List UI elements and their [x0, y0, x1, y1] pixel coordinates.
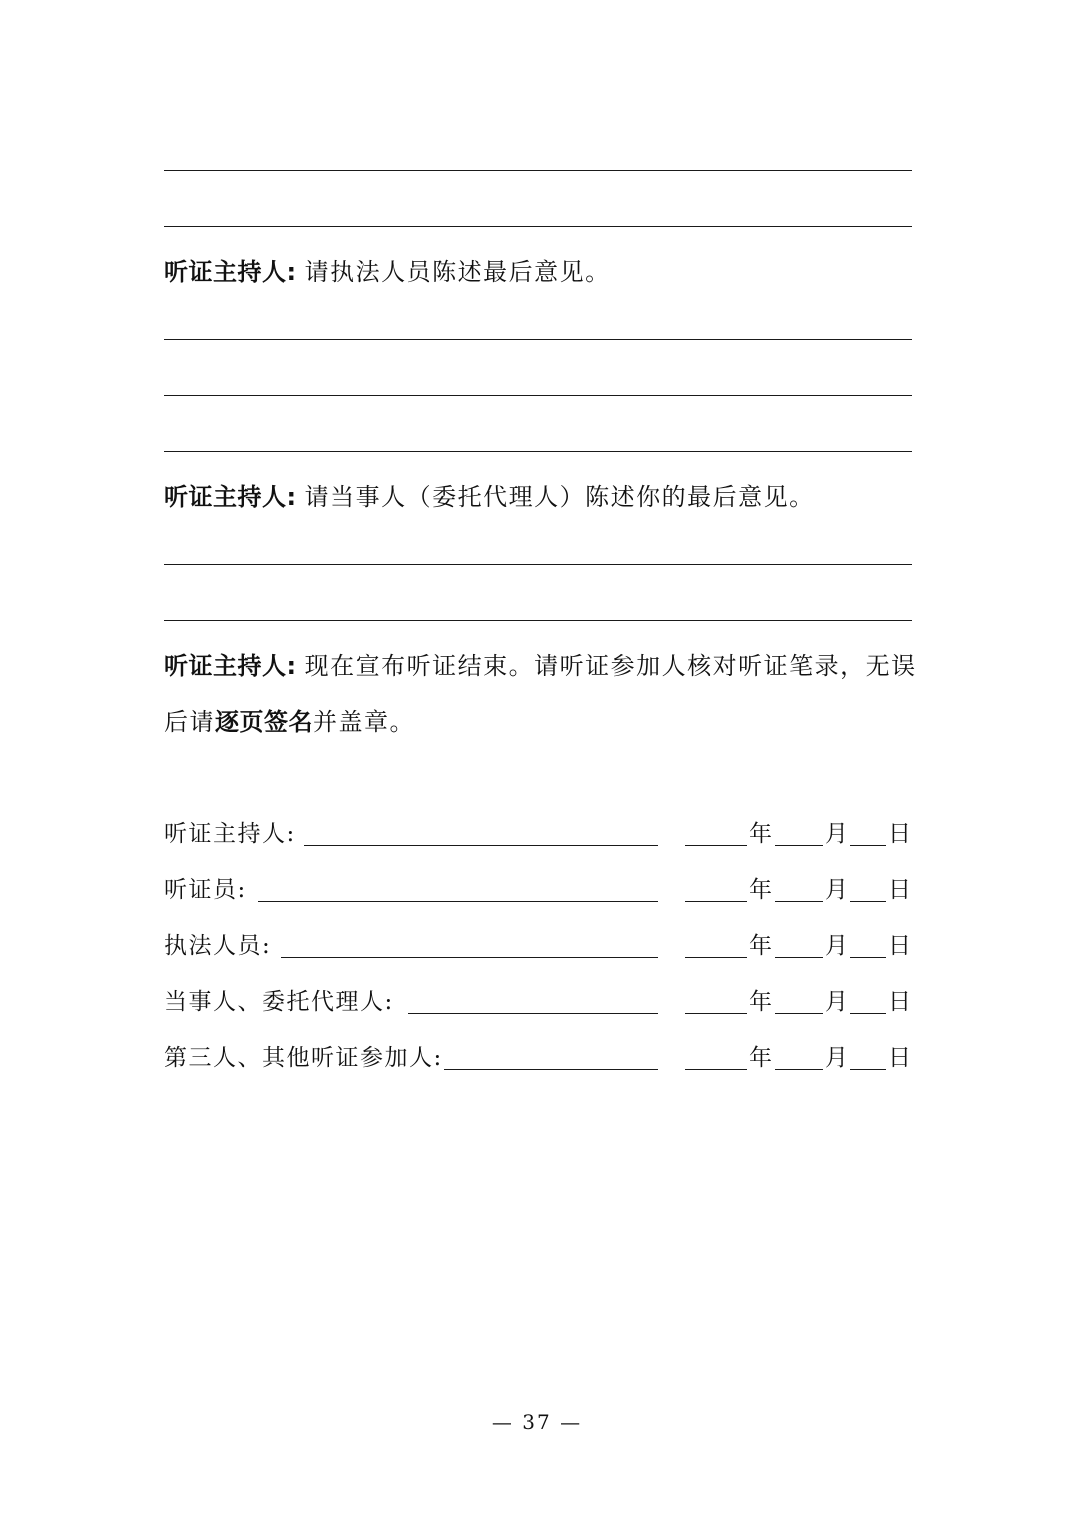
month-blank[interactable]	[775, 845, 823, 846]
month-blank[interactable]	[775, 1069, 823, 1070]
month-label: 月	[825, 877, 848, 903]
year-label: 年	[749, 1045, 772, 1071]
year-blank[interactable]	[685, 1013, 747, 1014]
signature-row-host	[164, 814, 912, 854]
signature-label: 听证主持人:	[164, 821, 296, 847]
answer-line	[164, 339, 912, 340]
month-blank[interactable]	[775, 901, 823, 902]
day-label: 日	[888, 989, 911, 1015]
host-statement-3-line2	[164, 694, 924, 750]
signature-label: 听证员:	[164, 877, 247, 903]
year-label: 年	[749, 821, 772, 847]
day-blank[interactable]	[850, 1069, 886, 1070]
year-blank[interactable]	[685, 1069, 747, 1070]
day-label: 日	[888, 821, 911, 847]
year-label: 年	[749, 877, 772, 903]
month-label: 月	[825, 933, 848, 959]
month-label: 月	[825, 1045, 848, 1071]
statement-text: 请执法人员陈述最后意见。	[304, 258, 611, 286]
signature-label: 当事人、委托代理人:	[164, 989, 394, 1015]
host-statement-2	[164, 469, 924, 525]
statement-text: 现在宣布听证结束。请听证参加人核对听证笔录，无误	[304, 652, 917, 680]
speaker-label: 听证主持人:	[164, 258, 297, 286]
answer-line	[164, 564, 912, 565]
year-label: 年	[749, 933, 772, 959]
day-blank[interactable]	[850, 1013, 886, 1014]
month-blank[interactable]	[775, 1013, 823, 1014]
answer-line	[164, 451, 912, 452]
day-blank[interactable]	[850, 957, 886, 958]
day-label: 日	[888, 933, 911, 959]
month-label: 月	[825, 989, 848, 1015]
speaker-label: 听证主持人:	[164, 483, 297, 511]
day-label: 日	[888, 877, 911, 903]
signature-row-party	[164, 982, 912, 1022]
statement-text: 并盖章。	[313, 708, 415, 736]
speaker-label: 听证主持人:	[164, 652, 297, 680]
signature-line[interactable]	[258, 901, 658, 902]
year-blank[interactable]	[685, 845, 747, 846]
month-blank[interactable]	[775, 957, 823, 958]
answer-line	[164, 620, 912, 621]
answer-line	[164, 170, 912, 171]
month-label: 月	[825, 821, 848, 847]
signature-line[interactable]	[444, 1069, 658, 1070]
day-blank[interactable]	[850, 845, 886, 846]
signature-label: 执法人员:	[164, 933, 272, 959]
answer-line	[164, 395, 912, 396]
signature-line[interactable]	[304, 845, 658, 846]
host-statement-1	[164, 244, 924, 300]
year-blank[interactable]	[685, 901, 747, 902]
signature-line[interactable]	[281, 957, 658, 958]
signature-label: 第三人、其他听证参加人:	[164, 1045, 443, 1071]
emphasis-text: 逐页签名	[215, 708, 313, 736]
answer-line	[164, 226, 912, 227]
statement-text: 后请	[164, 708, 215, 736]
signature-row-law-enforcement	[164, 926, 912, 966]
day-label: 日	[888, 1045, 911, 1071]
year-label: 年	[749, 989, 772, 1015]
signature-row-third-party	[164, 1038, 912, 1078]
year-blank[interactable]	[685, 957, 747, 958]
page-number: — 37 —	[491, 1410, 583, 1434]
signature-line[interactable]	[408, 1013, 658, 1014]
day-blank[interactable]	[850, 901, 886, 902]
statement-text: 请当事人（委托代理人）陈述你的最后意见。	[304, 483, 815, 511]
host-statement-3	[164, 638, 924, 694]
signature-row-hearing-officer	[164, 870, 912, 910]
